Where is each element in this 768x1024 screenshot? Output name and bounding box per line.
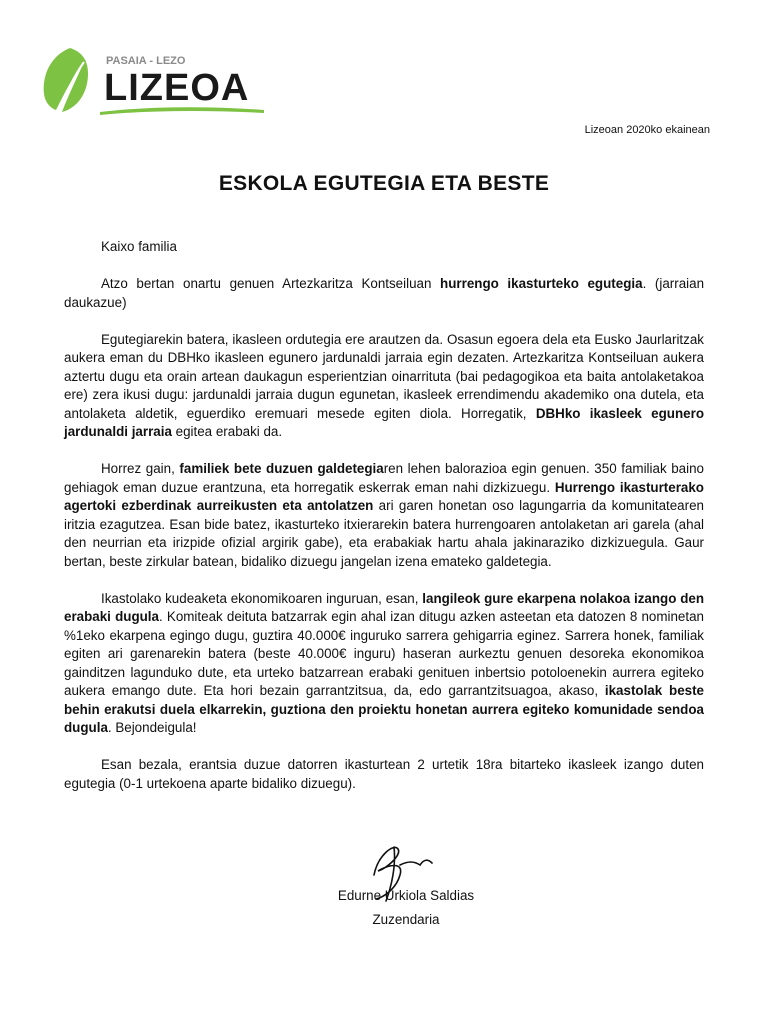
- bold-text-run: Hurrengo ikasturterako agertoki ezberdinak aurreikusten eta antolatzen: [64, 479, 704, 513]
- paragraph-5: [64, 756, 704, 793]
- letter-body: [64, 238, 704, 812]
- text-run: Horrez gain,: [101, 461, 180, 476]
- text-run: Esan bezala, erantsia duzue datorren ikasturtean 2 urtetik 18ra bitarteko ikasleek izango duten egutegia (0-1 urtekoena aparte bidaliko dizuegu).: [64, 757, 704, 791]
- bold-text-run: langileok gure ekarpena nolakoa izango den erabaki dugula: [64, 590, 704, 624]
- text-run: egitea erabaki da.: [171, 424, 283, 439]
- signatory-role: Zuzendaria: [372, 912, 440, 927]
- bold-text-run: hurrengo ikasturteko egutegia: [440, 276, 643, 291]
- text-run: ren lehen balorazioa egin genuen. 350 familiak baino gehiagok eman duzue erantzuna, eta horregatik eskerrak eman nahi dizkizuegu.: [64, 461, 705, 495]
- bold-text-run: familiek bete duzuen galdetegia: [179, 461, 384, 476]
- school-logo: [40, 40, 270, 120]
- lizeoa-logo-graphic: [40, 40, 270, 120]
- text-run: ari garen honetan oso lagungarria da komunitatearen iritzia ezagutzea. Esan bide batez, ikasturteko itxierarekin batera hurrengoaren antolaketan ari garela (ahal den neurrian eta irizpide ofizial argirik gabe), eta erabakiak hartu ahala jakinaraziko dizkizuegula. Gaur bertan, beste zirkular batean, bidaliko dizuegu jangelan izena emateko galdetegia.: [64, 498, 704, 569]
- paragraph-3: [64, 460, 704, 571]
- paragraph-2: [64, 331, 704, 442]
- paragraph-4: [64, 590, 704, 738]
- text-run: . Bejondeigula!: [107, 720, 197, 735]
- signatory-name: Edurne Urkiola Saldias: [337, 888, 475, 903]
- logo-wordmark: LIZEOA: [104, 67, 250, 109]
- bold-text-run: ikastolak beste behin erakutsi duela elkarrekin, guztiona den proiektu honetan aurrera egiteko komunidade sendoa dugula: [64, 683, 704, 735]
- letter-date: Lizeoan 2020ko ekainean: [584, 124, 710, 136]
- text-run: Atzo bertan onartu genuen Artezkaritza Kontseiluan: [101, 276, 441, 291]
- paragraph-1: [64, 275, 704, 312]
- document-title: ESKOLA EGUTEGIA ETA BESTE: [218, 172, 550, 195]
- text-run: . Komiteak deituta batzarrak egin ahal izan ditugu azken asteetan eta datozen 8 nominetan %1eko ekarpena egingo dugu, guztira 40.000€ inguruko sarrera gehigarria eginez. Sarrera honek, familiak egiten ari garenarekin batera (beste 40.000€ inguru) haseran aurkeztu genuen desoreka ekonomikoa gainditzen lagunduko dute, eta urteko batzarrean erabaki genituen inbertsio potoloenekin aurrera egiteko aukera emango dute. Eta hori bezain garrantzitsua, da, edo garrantzitsuagoa, akaso,: [64, 609, 704, 698]
- text-run: . (jarraian daukazue): [64, 276, 705, 310]
- logo-subtitle: PASAIA - LEZO: [106, 55, 186, 67]
- greeting: Kaixo familia: [101, 239, 177, 254]
- bold-text-run: DBHko ikasleek egunero jardunaldi jarraia: [64, 405, 704, 439]
- text-run: Ikastolako kudeaketa ekonomikoaren inguruan, esan,: [101, 590, 423, 606]
- text-run: Egutegiarekin batera, ikasleen ordutegia ere arautzen da. Osasun egoera dela eta Eusko Jaurlaritzak aukera eman du DBHko ikasleen egunero jardunaldi jarraia egin dezaten. Artezkaritza Kontseiluan aukera aztertu dugu eta orain artean daukagun esperientzian oinarrituta (bai pedagogikoa eta baita antolaketakoa ere) zera ikusi dugu: jardunaldi jarraia dugun egunetan, ikasleek errendimendu akademiko ona dutela, eta antolaketa aldetik, eguerdiko eremuari mesede egiten diola. Horregatik,: [64, 331, 704, 421]
